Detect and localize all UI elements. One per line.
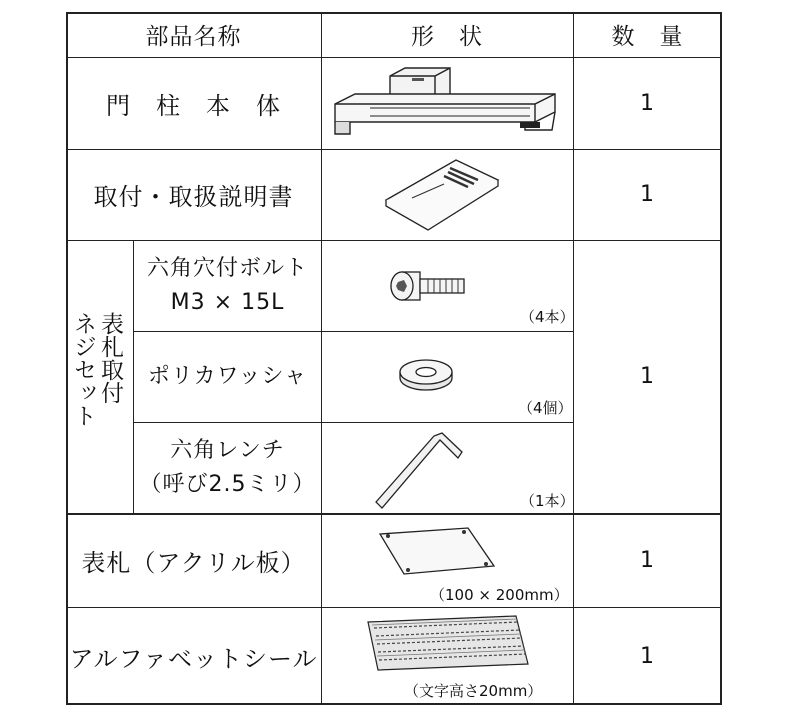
post-body-illustration — [330, 64, 565, 144]
washer-name: ポリカワッシャ — [147, 363, 308, 389]
part-name-post: 門 柱 本 体 — [106, 91, 281, 120]
manual-illustration — [382, 156, 502, 232]
quantity-nameplate: 1 — [640, 547, 655, 573]
washer-illustration — [398, 356, 454, 392]
sticker-letter-height: （文字高さ20mm） — [404, 682, 543, 700]
part-name-manual: 取付・取扱説明書 — [93, 183, 294, 211]
header-part-name: 部品名称 — [145, 24, 242, 50]
quantity-manual: 1 — [640, 182, 655, 207]
set-item-hex-key — [134, 422, 321, 513]
set-item-washer — [134, 331, 321, 422]
screw-set-label-line1: 表札取付 — [97, 312, 123, 404]
bolt-size: M3 × 15L — [170, 289, 285, 315]
hex-key-count: （1本） — [520, 492, 575, 510]
part-name-alphabet-stickers: アルファベットシール — [69, 644, 318, 673]
hex-key-size: （呼び2.5ミリ） — [139, 471, 316, 497]
quantity-post: 1 — [640, 90, 655, 116]
nameplate-size: （100 × 200mm） — [430, 586, 569, 604]
hex-key-name: 六角レンチ — [170, 437, 285, 463]
acrylic-plate-illustration — [376, 526, 498, 578]
bolt-name: 六角穴付ボルト — [146, 255, 308, 281]
quantity-alphabet-stickers: 1 — [640, 643, 655, 669]
alphabet-sticker-sheet-illustration — [366, 614, 530, 672]
bolt-illustration — [388, 268, 470, 304]
set-item-bolt — [134, 240, 321, 331]
header-shape: 形 状 — [411, 24, 483, 50]
quantity-screw-set: 1 — [640, 364, 655, 389]
bolt-count: （4本） — [520, 308, 575, 326]
washer-count: （4個） — [518, 399, 573, 417]
hex-key-illustration — [372, 428, 468, 510]
header-quantity: 数 量 — [611, 24, 684, 50]
part-name-nameplate: 表札（アクリル板） — [81, 548, 306, 577]
screw-set-label-line2: ネジセット — [70, 312, 96, 427]
column-divider — [321, 12, 322, 705]
